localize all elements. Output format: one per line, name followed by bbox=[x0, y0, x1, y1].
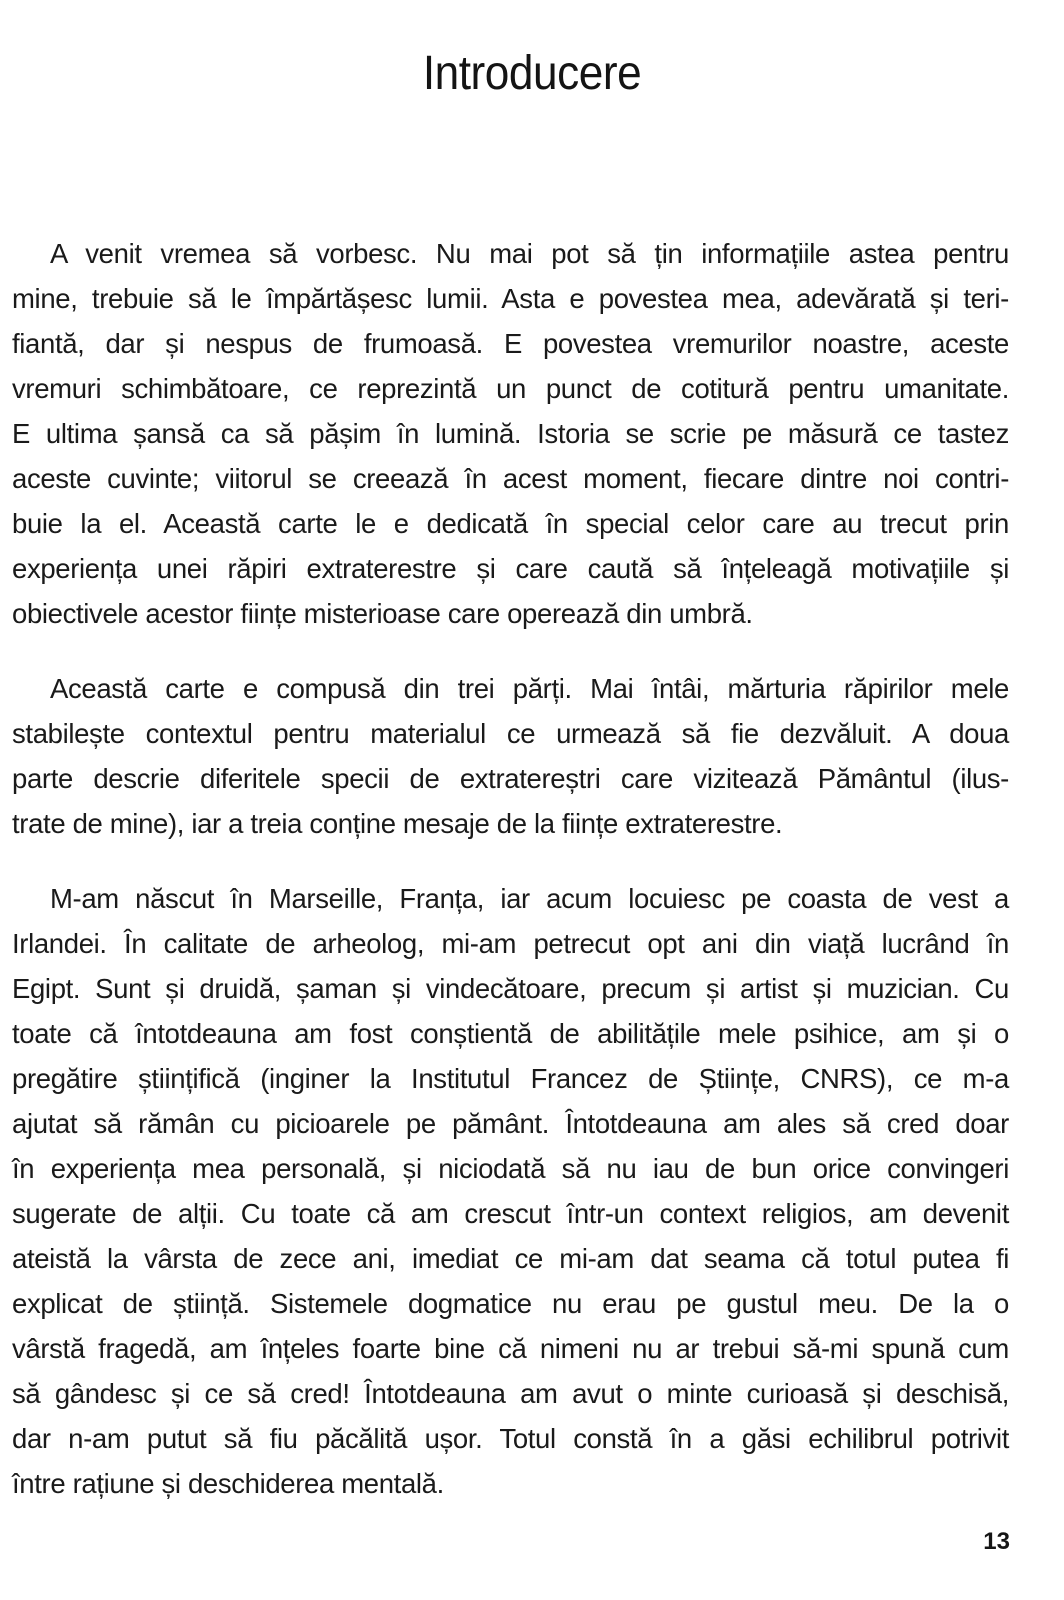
paragraph-3 bbox=[12, 876, 1009, 1506]
text-line: experiența unei răpiri extraterestre și care caută să înțeleagă motivațiile și bbox=[12, 553, 1009, 584]
text-line: mine, trebuie să le împărtășesc lumii. Asta e povestea mea, adevărată și teri- bbox=[12, 283, 1009, 314]
text-line: să gândesc și ce să cred! Întotdeauna am avut o minte curioasă și deschisă, bbox=[12, 1378, 1009, 1409]
text-line: pregătire științifică (inginer la Institutul Francez de Științe, CNRS), ce m-a bbox=[12, 1063, 1009, 1094]
text-line: ajutat să rămân cu picioarele pe pământ. Întotdeauna am ales să cred doar bbox=[12, 1108, 1009, 1139]
text-line: Această carte e compusă din trei părți. Mai întâi, mărturia răpirilor mele bbox=[50, 673, 1009, 704]
text-line: parte descrie diferitele specii de extratereștri care vizitează Pământul (ilus- bbox=[12, 763, 1009, 794]
paragraph-2 bbox=[12, 666, 1009, 846]
chapter-title: Introducere bbox=[422, 47, 642, 101]
text-line: fiantă, dar și nespus de frumoasă. E povestea vremurilor noastre, aceste bbox=[12, 328, 1009, 359]
page-number: 13 bbox=[983, 1528, 1010, 1555]
text-line: sugerate de alții. Cu toate că am crescut într-un context religios, am devenit bbox=[12, 1198, 1009, 1229]
paragraph-1 bbox=[12, 231, 1009, 636]
text-line: Irlandei. În calitate de arheolog, mi-am petrecut opt ani din viață lucrând în bbox=[12, 928, 1009, 959]
text-line: vârstă fragedă, am înțeles foarte bine că nimeni nu ar trebui să-mi spună cum bbox=[12, 1333, 1009, 1364]
text-line: buie la el. Această carte le e dedicată în special celor care au trecut prin bbox=[12, 508, 1009, 539]
text-line: toate că întotdeauna am fost conștientă de abilitățile mele psihice, am și o bbox=[12, 1018, 1009, 1049]
text-line: ateistă la vârsta de zece ani, imediat ce mi-am dat seama că totul putea fi bbox=[12, 1243, 1009, 1274]
text-line: obiectivele acestor ființe misterioase care operează din umbră. bbox=[12, 598, 753, 629]
text-line: M-am născut în Marseille, Franța, iar acum locuiesc pe coasta de vest a bbox=[50, 883, 1009, 914]
text-line: Egipt. Sunt și druidă, șaman și vindecătoare, precum și artist și muzician. Cu bbox=[12, 973, 1009, 1004]
text-line: A venit vremea să vorbesc. Nu mai pot să țin informațiile astea pentru bbox=[50, 238, 1009, 269]
text-line: E ultima șansă ca să pășim în lumină. Istoria se scrie pe măsură ce tastez bbox=[12, 418, 1009, 449]
text-line: în experiența mea personală, și niciodată să nu iau de bun orice convingeri bbox=[12, 1153, 1009, 1184]
text-line: între rațiune și deschiderea mentală. bbox=[12, 1468, 444, 1499]
text-line: vremuri schimbătoare, ce reprezintă un punct de cotitură pentru umanitate. bbox=[12, 373, 1009, 404]
text-line: dar n-am putut să fiu păcălită ușor. Totul constă în a găsi echilibrul potrivit bbox=[12, 1423, 1009, 1454]
text-line: aceste cuvinte; viitorul se creează în acest moment, fiecare dintre noi contri- bbox=[12, 463, 1009, 494]
text-line: trate de mine), iar a treia conține mesaje de la ființe extraterestre. bbox=[12, 808, 783, 839]
text-line: stabilește contextul pentru materialul ce urmează să fie dezvăluit. A doua bbox=[12, 718, 1009, 749]
text-line: explicat de știință. Sistemele dogmatice nu erau pe gustul meu. De la o bbox=[12, 1288, 1009, 1319]
